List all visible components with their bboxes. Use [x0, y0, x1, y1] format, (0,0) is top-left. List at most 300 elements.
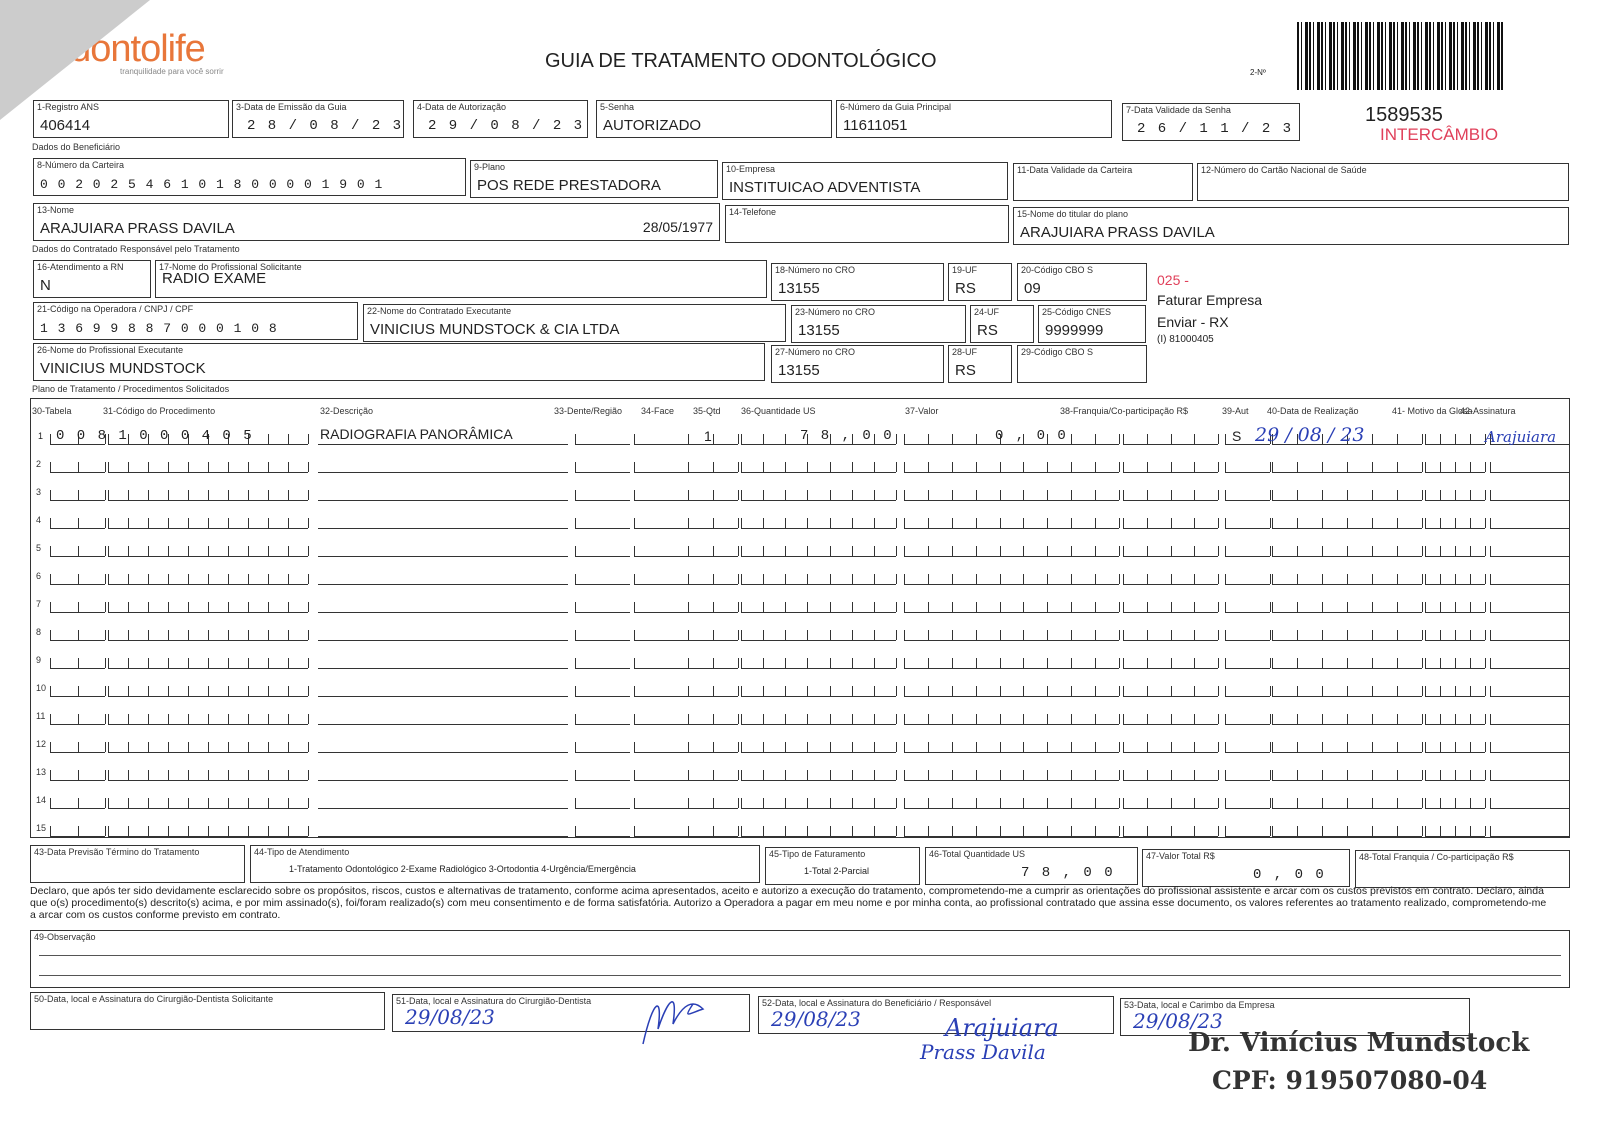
tick-mark [976, 602, 977, 612]
tick-mark [228, 518, 229, 528]
tick-mark [308, 490, 309, 500]
tick-mark [741, 686, 742, 696]
tick-mark [1422, 490, 1423, 500]
tick-mark [108, 658, 109, 668]
tick-mark [785, 546, 786, 556]
tick-mark [1095, 434, 1096, 444]
cbo-20-value: 09 [1024, 280, 1041, 297]
row-15-cell-4 [688, 823, 738, 837]
row-2-cell-3 [634, 459, 689, 473]
row-13-cell-7 [1123, 767, 1218, 781]
tick-mark [928, 462, 929, 472]
tick-mark [1194, 714, 1195, 724]
row-9-cell-11 [1490, 655, 1570, 669]
obs-line-1 [39, 955, 1561, 956]
tick-mark [1047, 714, 1048, 724]
row-3-cell-8 [1225, 487, 1270, 501]
tick-mark [713, 658, 714, 668]
row-7-cell-2 [575, 599, 630, 613]
row-14-cell-7 [1123, 795, 1218, 809]
tick-mark [128, 714, 129, 724]
row-7-cell-3 [634, 599, 689, 613]
tick-mark [1071, 686, 1072, 696]
tick-mark [852, 462, 853, 472]
row-12-cell-5 [741, 739, 896, 753]
tick-mark [852, 798, 853, 808]
tick-mark [1322, 602, 1323, 612]
tick-mark [1047, 462, 1048, 472]
tick-mark [1071, 574, 1072, 584]
tick-mark [1071, 770, 1072, 780]
row-8-cell-8 [1225, 627, 1270, 641]
field-18-cro: 18-Número no CRO 13155 [771, 263, 944, 301]
tick-mark [1270, 714, 1271, 724]
tick-mark [308, 518, 309, 528]
tick-mark [1023, 462, 1024, 472]
tick-mark [1047, 518, 1048, 528]
profissional-executante-value: VINICIUS MUNDSTOCK [40, 360, 206, 377]
row-11-cell-7 [1123, 711, 1218, 725]
tick-mark [208, 602, 209, 612]
row-1-code: 0 0 8 1 0 0 0 4 0 5 [56, 428, 254, 444]
validade-senha-value: 2 6 / 1 1 / 2 3 [1137, 121, 1294, 137]
field-11-validade-carteira: 11-Data Validade da Carteira [1013, 163, 1193, 201]
tick-mark [1397, 770, 1398, 780]
tick-mark [1297, 826, 1298, 836]
tick-mark [248, 658, 249, 668]
tick-mark [1171, 686, 1172, 696]
procedures-header-12: 42-Assinatura [1460, 406, 1516, 416]
row-5-cell-6 [904, 543, 1119, 557]
tick-mark [1297, 462, 1298, 472]
row-number: 8 [36, 627, 42, 637]
tick-mark [105, 742, 106, 752]
tick-mark [1322, 686, 1323, 696]
tick-mark [1372, 434, 1373, 444]
dentista-date: 29/08/23 [405, 1005, 495, 1029]
row-2-cell-2 [575, 459, 630, 473]
nome-value: ARAJUIARA PRASS DAVILA [40, 220, 235, 237]
tick-mark [904, 742, 905, 752]
tick-mark [168, 462, 169, 472]
tick-mark [1023, 518, 1024, 528]
tick-mark [1147, 658, 1148, 668]
barcode [1297, 22, 1505, 90]
guia-principal-value: 11611051 [843, 117, 908, 134]
tick-mark [1425, 770, 1426, 780]
field-50-assinatura-solicitante: 50-Data, local e Assinatura do Cirurgião-Dentista Solicitante [30, 992, 385, 1030]
tick-mark [1000, 658, 1001, 668]
data-emissao-value: 2 8 / 0 8 / 2 3 [247, 118, 404, 134]
tick-mark [634, 742, 635, 752]
tick-mark [1171, 742, 1172, 752]
tick-mark [288, 602, 289, 612]
tick-mark [188, 742, 189, 752]
tick-mark [1225, 742, 1226, 752]
tick-mark [1485, 742, 1486, 752]
tick-mark [1270, 462, 1271, 472]
tick-mark [1225, 798, 1226, 808]
tick-mark [952, 714, 953, 724]
tick-mark [1322, 462, 1323, 472]
tick-mark [78, 602, 79, 612]
tick-mark [830, 770, 831, 780]
row-3-cell-3 [634, 487, 689, 501]
tick-mark [1485, 546, 1486, 556]
tick-mark [1485, 462, 1486, 472]
tick-mark [148, 798, 149, 808]
tick-mark [148, 826, 149, 836]
field-7-validade-senha: 7-Data Validade da Senha 2 6 / 1 1 / 2 3 [1122, 103, 1300, 141]
tick-mark [1272, 518, 1273, 528]
tick-mark [928, 742, 929, 752]
tick-mark [874, 798, 875, 808]
tick-mark [1270, 798, 1271, 808]
tick-mark [738, 686, 739, 696]
tick-mark [168, 742, 169, 752]
row-4-description-line [318, 528, 568, 529]
tick-mark [1490, 518, 1491, 528]
tick-mark [1347, 602, 1348, 612]
tick-mark [50, 742, 51, 752]
tick-mark [1225, 574, 1226, 584]
tick-mark [738, 714, 739, 724]
tick-mark [952, 770, 953, 780]
tick-mark [830, 490, 831, 500]
row-3-cell-7 [1123, 487, 1218, 501]
tick-mark [1372, 574, 1373, 584]
row-2-cell-5 [741, 459, 896, 473]
field-23-cro: 23-Número no CRO 13155 [791, 305, 966, 343]
row-number: 15 [36, 823, 47, 833]
row-6-cell-0 [50, 571, 105, 585]
tick-mark [1023, 574, 1024, 584]
tick-mark [1119, 518, 1120, 528]
tick-mark [852, 574, 853, 584]
tick-mark [1272, 630, 1273, 640]
tick-mark [1023, 770, 1024, 780]
tick-mark [1171, 574, 1172, 584]
tick-mark [852, 826, 853, 836]
tick-mark [108, 742, 109, 752]
tick-mark [1440, 490, 1441, 500]
row-11-cell-9 [1272, 711, 1422, 725]
tick-mark [874, 714, 875, 724]
tick-mark [1372, 742, 1373, 752]
tick-mark [575, 686, 576, 696]
tick-mark [1272, 826, 1273, 836]
tick-mark [1455, 434, 1456, 444]
tick-mark [248, 490, 249, 500]
row-11-cell-8 [1225, 711, 1270, 725]
tick-mark [1270, 770, 1271, 780]
tick-mark [248, 686, 249, 696]
row-6-cell-3 [634, 571, 689, 585]
row-3-description-line [318, 500, 568, 501]
tick-mark [128, 462, 129, 472]
tick-mark [105, 462, 106, 472]
tick-mark [1347, 742, 1348, 752]
tick-mark [1270, 686, 1271, 696]
tick-mark [1095, 630, 1096, 640]
row-3-cell-9 [1272, 487, 1422, 501]
row-9-cell-9 [1272, 655, 1422, 669]
tick-mark [904, 546, 905, 556]
tick-mark [688, 602, 689, 612]
tick-mark [904, 686, 905, 696]
tick-mark [308, 630, 309, 640]
tick-mark [763, 490, 764, 500]
tick-mark [168, 658, 169, 668]
tick-mark [1347, 798, 1348, 808]
total-us-value: 7 8 , 0 0 [1021, 865, 1115, 881]
row-1-cell-2 [575, 431, 630, 445]
tick-mark [763, 462, 764, 472]
tick-mark [1147, 602, 1148, 612]
tick-mark [1218, 602, 1219, 612]
tick-mark [1171, 518, 1172, 528]
tick-mark [852, 686, 853, 696]
tick-mark [1272, 602, 1273, 612]
tick-mark [1194, 770, 1195, 780]
tick-mark [1425, 798, 1426, 808]
row-7-cell-9 [1272, 599, 1422, 613]
tick-mark [1000, 490, 1001, 500]
row-6-cell-7 [1123, 571, 1218, 585]
tick-mark [1119, 714, 1120, 724]
tick-mark [830, 658, 831, 668]
tick-mark [904, 798, 905, 808]
tick-mark [288, 658, 289, 668]
tick-mark [928, 686, 929, 696]
tick-mark [1485, 658, 1486, 668]
tick-mark [1023, 798, 1024, 808]
tick-mark [1425, 434, 1426, 444]
tick-mark [896, 518, 897, 528]
row-2-cell-1 [108, 459, 308, 473]
data-autorizacao-value: 2 9 / 0 8 / 2 3 [428, 118, 585, 134]
tick-mark [896, 742, 897, 752]
row-8-cell-6 [904, 627, 1119, 641]
row-1-assinatura: Arajuiara [1485, 428, 1557, 446]
tick-mark [634, 518, 635, 528]
row-number: 7 [36, 599, 42, 609]
tick-mark [1440, 434, 1441, 444]
profissional-solicitante-value: RADIO EXAME [162, 270, 267, 287]
tick-mark [50, 462, 51, 472]
tick-mark [228, 742, 229, 752]
tick-mark [896, 602, 897, 612]
tick-mark [248, 826, 249, 836]
tick-mark [1455, 546, 1456, 556]
tick-mark [928, 434, 929, 444]
tick-mark [50, 630, 51, 640]
row-12-cell-7 [1123, 739, 1218, 753]
tick-mark [1490, 490, 1491, 500]
tick-mark [1023, 714, 1024, 724]
tick-mark [128, 742, 129, 752]
tick-mark [1440, 658, 1441, 668]
tick-mark [896, 686, 897, 696]
tick-mark [1047, 490, 1048, 500]
tick-mark [1470, 658, 1471, 668]
tick-mark [896, 546, 897, 556]
tick-mark [1147, 770, 1148, 780]
tick-mark [896, 714, 897, 724]
tick-mark [108, 518, 109, 528]
tick-mark [1470, 602, 1471, 612]
tick-mark [208, 462, 209, 472]
tick-mark [1071, 742, 1072, 752]
tick-mark [188, 686, 189, 696]
tick-mark [807, 602, 808, 612]
tick-mark [1270, 742, 1271, 752]
tick-mark [896, 798, 897, 808]
row-9-cell-7 [1123, 655, 1218, 669]
row-4-cell-9 [1272, 515, 1422, 529]
tick-mark [308, 826, 309, 836]
tick-mark [228, 630, 229, 640]
tick-mark [738, 518, 739, 528]
tick-mark [1023, 602, 1024, 612]
tick-mark [896, 574, 897, 584]
tick-mark [1147, 546, 1148, 556]
tick-mark [1000, 798, 1001, 808]
tick-mark [1422, 798, 1423, 808]
contratado-executante-value: VINICIUS MUNDSTOCK & CIA LTDA [370, 321, 620, 338]
tick-mark [634, 602, 635, 612]
tick-mark [688, 742, 689, 752]
tick-mark [807, 826, 808, 836]
tick-mark [168, 714, 169, 724]
tick-mark [1425, 602, 1426, 612]
tick-mark [208, 630, 209, 640]
tick-mark [1372, 546, 1373, 556]
tick-mark [785, 434, 786, 444]
row-2-cell-4 [688, 459, 738, 473]
row-2-cell-9 [1272, 459, 1422, 473]
tick-mark [952, 742, 953, 752]
row-9-cell-4 [688, 655, 738, 669]
tick-mark [1047, 742, 1048, 752]
tick-mark [1194, 686, 1195, 696]
declaration-text: Declaro, que após ter sido devidamente esclarecido sobre os propósitos, riscos, custos e alternativas de tratamento, conforme acima apresentados, aceito e autorizo a execução do tratamento, comprometendo-me a cumprir as orientações do profissional assistente e arcar com os custos previstos em contrato. Declaro, ainda que o(s) procedimento(s) descrito(s) acima, e por mim assinado(s), foi/foram realizado(s) com meu consentimento e de forma satisfatória. Autorizo a Operadora a pagar em meu nome e por minha conta, ao profissional contratado que assina esse documento, os valores referentes ao tratamento realizado, comprometendo-me a arcar com os custos conforme previsto em contrato. [30, 885, 1547, 921]
tick-mark [78, 630, 79, 640]
row-15-cell-3 [634, 823, 689, 837]
tick-mark [1147, 574, 1148, 584]
tick-mark [1095, 462, 1096, 472]
tick-mark [1297, 798, 1298, 808]
tick-mark [105, 574, 106, 584]
tick-mark [904, 826, 905, 836]
row-3-cell-11 [1490, 487, 1570, 501]
row-15-cell-10 [1425, 823, 1485, 837]
tick-mark [1470, 462, 1471, 472]
stamp-cpf: CPF: 919507080-04 [1212, 1066, 1488, 1095]
tick-mark [208, 658, 209, 668]
tick-mark [688, 714, 689, 724]
row-10-cell-8 [1225, 683, 1270, 697]
tick-mark [713, 490, 714, 500]
row-8-cell-4 [688, 627, 738, 641]
tick-mark [807, 658, 808, 668]
tick-mark [188, 518, 189, 528]
tick-mark [308, 798, 309, 808]
tick-mark [108, 574, 109, 584]
tick-mark [741, 462, 742, 472]
field-48-total-franquia: 48-Total Franquia / Co-participação R$ [1355, 850, 1570, 888]
tick-mark [148, 490, 149, 500]
tick-mark [1347, 686, 1348, 696]
field-17-profissional-solicitante: 17-Nome do Profissional Solicitante RADIO EXAME [155, 260, 767, 298]
tick-mark [1270, 574, 1271, 584]
tick-mark [1218, 546, 1219, 556]
tick-mark [1123, 658, 1124, 668]
page-title: GUIA DE TRATAMENTO ODONTOLÓGICO [545, 50, 937, 72]
tick-mark [248, 602, 249, 612]
row-15-cell-5 [741, 823, 896, 837]
row-14-cell-0 [50, 795, 105, 809]
tick-mark [128, 546, 129, 556]
tick-mark [1095, 546, 1096, 556]
tick-mark [1372, 658, 1373, 668]
tick-mark [738, 462, 739, 472]
tick-mark [1440, 798, 1441, 808]
tick-mark [1225, 658, 1226, 668]
row-1-aut: S [1232, 428, 1242, 444]
tick-mark [1422, 602, 1423, 612]
tick-mark [168, 826, 169, 836]
tick-mark [1225, 826, 1226, 836]
row-9-cell-0 [50, 655, 105, 669]
tick-mark [741, 574, 742, 584]
tick-mark [1490, 714, 1491, 724]
tick-mark [874, 490, 875, 500]
tick-mark [738, 826, 739, 836]
logo-tagline: tranquilidade para você sorrir [120, 67, 224, 76]
tick-mark [208, 826, 209, 836]
tick-mark [288, 770, 289, 780]
row-7-cell-6 [904, 599, 1119, 613]
row-9-description-line [318, 668, 568, 669]
tick-mark [50, 770, 51, 780]
row-10-cell-0 [50, 683, 105, 697]
tick-mark [128, 658, 129, 668]
tick-mark [1485, 630, 1486, 640]
tick-mark [1000, 770, 1001, 780]
tick-mark [741, 490, 742, 500]
row-12-cell-9 [1272, 739, 1422, 753]
tick-mark [1123, 798, 1124, 808]
tick-mark [852, 602, 853, 612]
tick-mark [148, 770, 149, 780]
field-44-tipo-atendimento: 44-Tipo de Atendimento 1-Tratamento Odontológico 2-Exame Radiológico 3-Ortodontia 4-Urgência/Emergência [250, 845, 760, 883]
tick-mark [763, 630, 764, 640]
tick-mark [148, 714, 149, 724]
tick-mark [1322, 490, 1323, 500]
row-11-cell-1 [108, 711, 308, 725]
tick-mark [1422, 518, 1423, 528]
note-faturar: Faturar Empresa [1157, 292, 1263, 308]
tick-mark [1000, 686, 1001, 696]
tick-mark [1470, 518, 1471, 528]
tick-mark [830, 574, 831, 584]
tick-mark [228, 574, 229, 584]
tick-mark [1397, 742, 1398, 752]
row-6-cell-2 [575, 571, 630, 585]
tick-mark [1225, 462, 1226, 472]
tick-mark [168, 686, 169, 696]
